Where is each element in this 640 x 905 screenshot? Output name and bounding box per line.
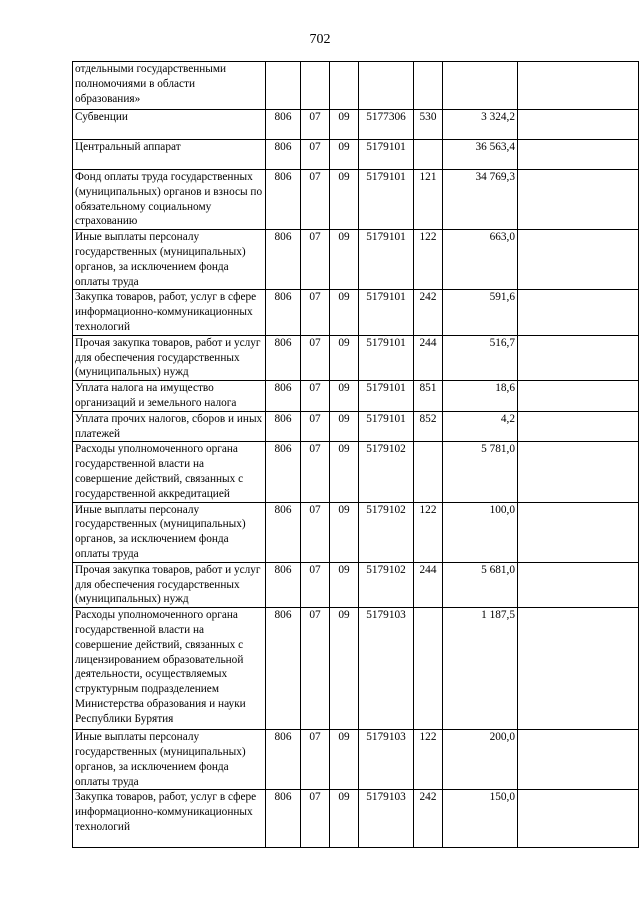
cell-section: 07 (301, 110, 330, 140)
cell-name: Уплата налога на имущество организаций и земельного налога (73, 381, 266, 412)
cell-expense-type (414, 62, 443, 110)
cell-target-article: 5179101 (359, 335, 414, 380)
cell-amount: 36 563,4 (443, 140, 518, 170)
cell-admin-code: 806 (266, 502, 301, 562)
cell-expense-type: 851 (414, 381, 443, 412)
cell-admin-code: 806 (266, 230, 301, 290)
cell-admin-code: 806 (266, 442, 301, 502)
cell-name: Иные выплаты персоналу государственных (муниципальных) органов, за исключением фонда оплаты труда (73, 230, 266, 290)
cell-section: 07 (301, 790, 330, 848)
cell-admin-code: 806 (266, 290, 301, 335)
cell-admin-code: 806 (266, 140, 301, 170)
cell-name: Закупка товаров, работ, услуг в сфере информационно-коммуникационных технологий (73, 790, 266, 848)
cell-blank (518, 411, 639, 442)
cell-admin-code: 806 (266, 411, 301, 442)
cell-expense-type: 244 (414, 335, 443, 380)
cell-target-article: 5179101 (359, 290, 414, 335)
cell-subsection: 09 (330, 790, 359, 848)
cell-subsection: 09 (330, 381, 359, 412)
cell-blank (518, 140, 639, 170)
cell-blank (518, 562, 639, 607)
table-row (73, 730, 639, 790)
cell-subsection (330, 62, 359, 110)
cell-target-article: 5179101 (359, 411, 414, 442)
cell-admin-code: 806 (266, 562, 301, 607)
cell-subsection: 09 (330, 442, 359, 502)
page-number: 702 (309, 32, 331, 47)
cell-name: Центральный аппарат (73, 140, 266, 170)
cell-expense-type: 122 (414, 730, 443, 790)
table-row (73, 230, 639, 290)
cell-blank (518, 608, 639, 730)
cell-blank (518, 110, 639, 140)
cell-expense-type: 122 (414, 230, 443, 290)
cell-amount: 3 324,2 (443, 110, 518, 140)
cell-target-article: 5179102 (359, 502, 414, 562)
cell-subsection: 09 (330, 411, 359, 442)
cell-target-article: 5179101 (359, 140, 414, 170)
cell-target-article: 5179103 (359, 730, 414, 790)
cell-target-article (359, 62, 414, 110)
cell-name: Уплата прочих налогов, сборов и иных платежей (73, 411, 266, 442)
cell-section (301, 62, 330, 110)
table-row (73, 411, 639, 442)
cell-target-article: 5177306 (359, 110, 414, 140)
cell-expense-type: 121 (414, 170, 443, 230)
table-row (73, 140, 639, 170)
cell-section: 07 (301, 502, 330, 562)
cell-blank (518, 62, 639, 110)
cell-name: Иные выплаты персоналу государственных (муниципальных) органов, за исключением фонда оплаты труда (73, 730, 266, 790)
cell-blank (518, 730, 639, 790)
cell-subsection: 09 (330, 230, 359, 290)
cell-section: 07 (301, 381, 330, 412)
cell-expense-type: 244 (414, 562, 443, 607)
cell-name: Прочая закупка товаров, работ и услуг для обеспечения государственных (муниципальных) нужд (73, 562, 266, 607)
table-row (73, 790, 639, 848)
cell-amount: 18,6 (443, 381, 518, 412)
cell-expense-type: 242 (414, 790, 443, 848)
cell-expense-type: 852 (414, 411, 443, 442)
cell-subsection: 09 (330, 608, 359, 730)
cell-amount: 591,6 (443, 290, 518, 335)
cell-admin-code: 806 (266, 608, 301, 730)
table-row (73, 110, 639, 140)
cell-admin-code: 806 (266, 110, 301, 140)
cell-subsection: 09 (330, 290, 359, 335)
cell-section: 07 (301, 140, 330, 170)
cell-admin-code: 806 (266, 170, 301, 230)
cell-subsection: 09 (330, 170, 359, 230)
cell-admin-code: 806 (266, 730, 301, 790)
cell-subsection: 09 (330, 110, 359, 140)
cell-section: 07 (301, 290, 330, 335)
cell-name: Субвенции (73, 110, 266, 140)
cell-section: 07 (301, 170, 330, 230)
cell-expense-type (414, 608, 443, 730)
cell-target-article: 5179102 (359, 562, 414, 607)
cell-target-article: 5179101 (359, 381, 414, 412)
cell-blank (518, 381, 639, 412)
cell-subsection: 09 (330, 730, 359, 790)
cell-name: отдельными государственными полномочиями в области образования» (73, 62, 266, 110)
cell-blank (518, 502, 639, 562)
cell-target-article: 5179103 (359, 608, 414, 730)
cell-admin-code (266, 62, 301, 110)
budget-table (72, 61, 639, 848)
cell-admin-code: 806 (266, 335, 301, 380)
cell-amount: 200,0 (443, 730, 518, 790)
cell-name: Расходы уполномоченного органа государственной власти на совершение действий, связанных с лицензированием образовательной деятельности, осуществляемых структурным подразделением Министерства образования и науки Республики Бурятия (73, 608, 266, 730)
cell-target-article: 5179101 (359, 230, 414, 290)
cell-blank (518, 442, 639, 502)
table-row (73, 381, 639, 412)
cell-subsection: 09 (330, 562, 359, 607)
table-row (73, 170, 639, 230)
cell-target-article: 5179103 (359, 790, 414, 848)
cell-blank (518, 790, 639, 848)
cell-name: Иные выплаты персоналу государственных (муниципальных) органов, за исключением фонда оплаты труда (73, 502, 266, 562)
cell-amount: 663,0 (443, 230, 518, 290)
cell-name: Расходы уполномоченного органа государственной власти на совершение действий, связанных с государственной аккредитацией (73, 442, 266, 502)
cell-amount: 1 187,5 (443, 608, 518, 730)
cell-expense-type: 122 (414, 502, 443, 562)
table-row (73, 62, 639, 110)
table-row (73, 608, 639, 730)
cell-amount: 5 681,0 (443, 562, 518, 607)
cell-admin-code: 806 (266, 790, 301, 848)
cell-section: 07 (301, 608, 330, 730)
cell-subsection: 09 (330, 335, 359, 380)
cell-name: Фонд оплаты труда государственных (муниципальных) органов и взносы по обязательному социальному страхованию (73, 170, 266, 230)
cell-expense-type: 242 (414, 290, 443, 335)
table-row (73, 290, 639, 335)
cell-amount: 34 769,3 (443, 170, 518, 230)
cell-amount: 4,2 (443, 411, 518, 442)
cell-name: Прочая закупка товаров, работ и услуг для обеспечения государственных (муниципальных) нужд (73, 335, 266, 380)
cell-blank (518, 170, 639, 230)
cell-subsection: 09 (330, 502, 359, 562)
cell-target-article: 5179101 (359, 170, 414, 230)
cell-subsection: 09 (330, 140, 359, 170)
table-body (73, 62, 639, 848)
cell-section: 07 (301, 562, 330, 607)
cell-amount: 5 781,0 (443, 442, 518, 502)
cell-section: 07 (301, 442, 330, 502)
cell-section: 07 (301, 411, 330, 442)
table-row (73, 442, 639, 502)
cell-amount: 150,0 (443, 790, 518, 848)
table-row (73, 502, 639, 562)
cell-section: 07 (301, 335, 330, 380)
cell-expense-type: 530 (414, 110, 443, 140)
cell-section: 07 (301, 230, 330, 290)
cell-expense-type (414, 442, 443, 502)
cell-blank (518, 290, 639, 335)
table-row (73, 562, 639, 607)
cell-amount: 516,7 (443, 335, 518, 380)
cell-expense-type (414, 140, 443, 170)
cell-section: 07 (301, 730, 330, 790)
cell-name: Закупка товаров, работ, услуг в сфере информационно-коммуникационных технологий (73, 290, 266, 335)
cell-admin-code: 806 (266, 381, 301, 412)
cell-target-article: 5179102 (359, 442, 414, 502)
cell-amount: 100,0 (443, 502, 518, 562)
table-row (73, 335, 639, 380)
cell-blank (518, 230, 639, 290)
cell-amount (443, 62, 518, 110)
cell-blank (518, 335, 639, 380)
